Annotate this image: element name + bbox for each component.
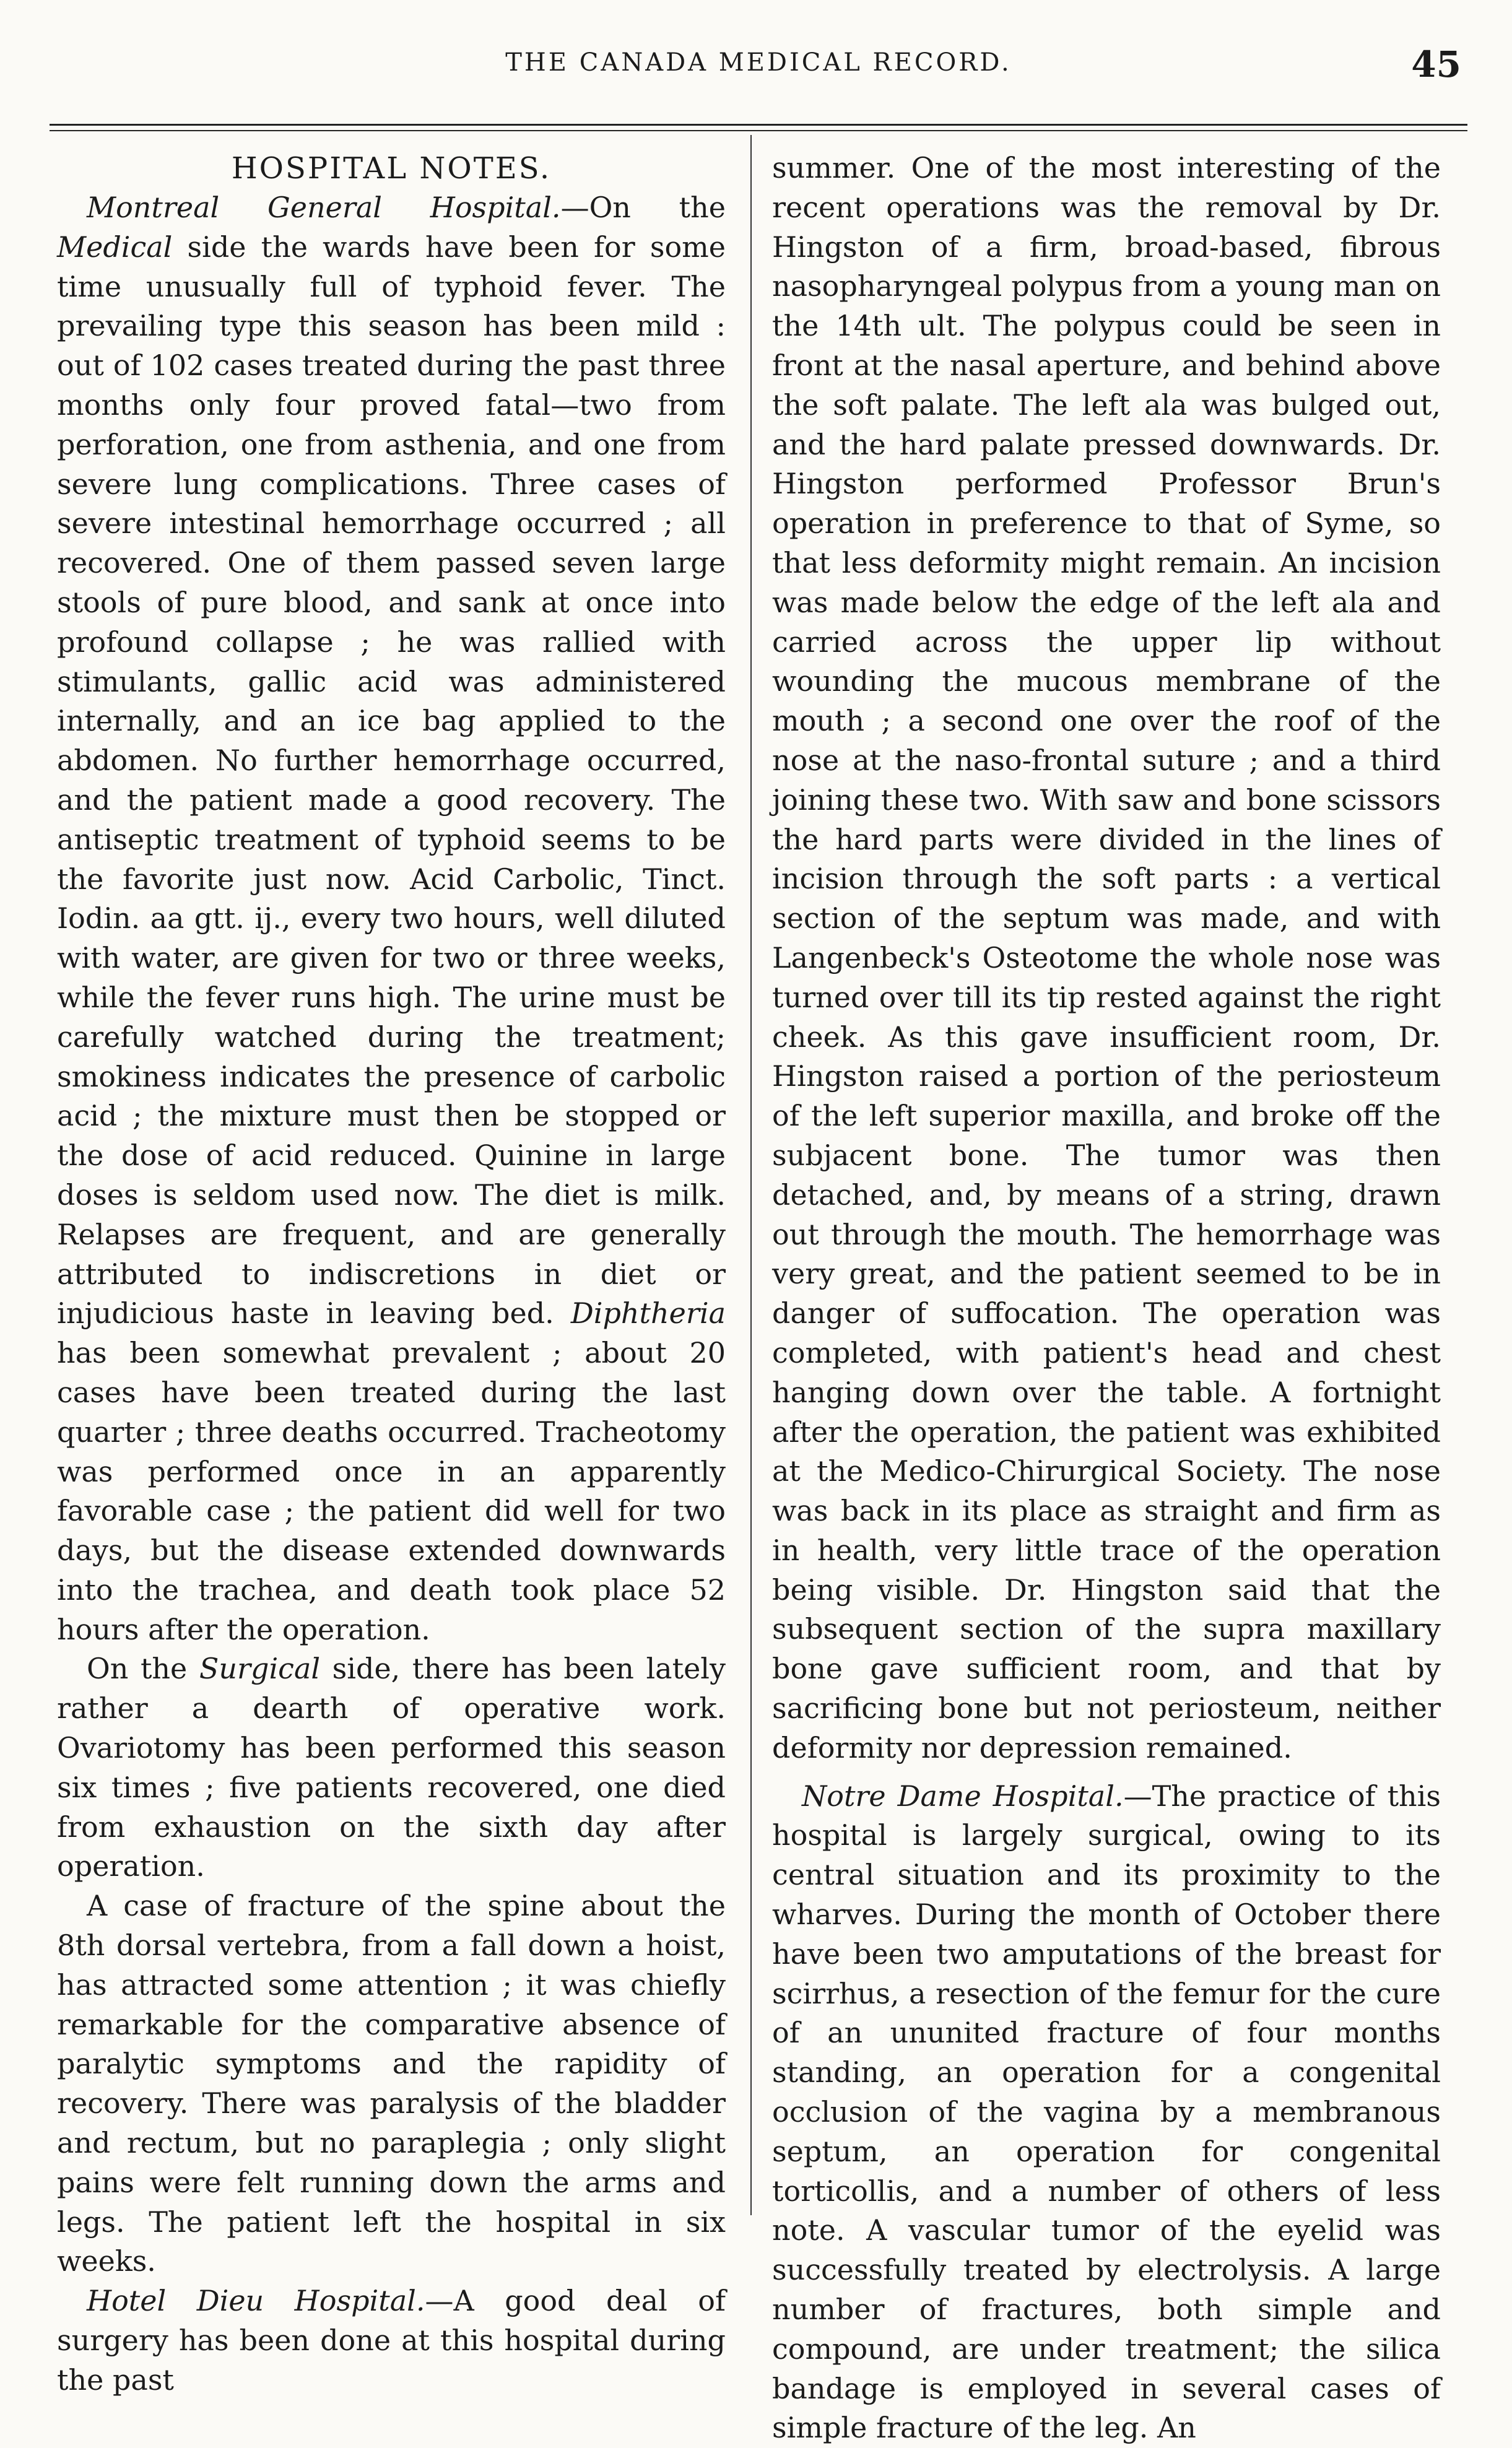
- text-run: side the wards have been for some time unusually full of typhoid fever. The prevailing type this season has been mild : out of 102 cases treated during the past three months only four proved fatal—two from perforation, one from asthenia, and one from severe lung complications. Three cases of severe intestinal hemorrhage occurred ; all recovered. One of them passed seven large stools of pure blood, and sank at once into profound collapse ; he was rallied with stimulants, gallic acid was administered internally, and an ice bag applied to the abdomen. No further hemorrhage occurred, and the patient made a good recovery. The antiseptic treatment of typhoid seems to be the favorite just now. Acid Carbolic, Tinct. Iodin. aa gtt. ij., every two hours, well diluted with water, are given for two or three weeks, while the fever runs high. The urine must be carefully watched during the treatment; smokiness indicates the presence of carbolic acid ; the mixture must then be stopped or the dose of acid reduced. Quinine in large doses is seldom used now. The diet is milk. Relapses are frequent, and are generally attributed to indiscretions in diet or injudicious haste in leaving bed.: [57, 230, 726, 1330]
- text-run: —On the: [560, 191, 726, 224]
- header-rule-thick: [50, 124, 1467, 126]
- emphasis-surgical: Surgical: [199, 1652, 321, 1686]
- text-run: —A good deal of surgery has been done at this hospital during the past: [57, 2284, 726, 2397]
- column-divider: [750, 135, 752, 2215]
- running-header: [50, 43, 1467, 93]
- left-column: [57, 149, 726, 2397]
- paragraph-notre-dame: [772, 1777, 1441, 2448]
- paragraph-surgical-side: [57, 1649, 726, 1886]
- text-run: has been somewhat prevalent ; about 20 cases have been treated during the last quarter ; three deaths occurred. Tracheotomy was performed once in an apparently favorable case ; the patient did well for two days, but the disease extended downwards into the trachea, and death took place 52 hours after the operation.: [57, 1336, 726, 1646]
- emphasis-medical: Medical: [57, 230, 173, 264]
- paragraph-hingston-operation: summer. One of the most interesting of the recent operations was the removal by Dr. Hingston of a firm, broad-based, fibrous nasopharyngeal polypus from a young man on the 14th ult. The polypus could be seen in front at the nasal aperture, and behind above the soft palate. The left ala was bulged out, and the hard palate pressed downwards. Dr. Hingston performed Professor Brun's operation in preference to that of Syme, so that less deformity might remain. An incision was made below the edge of the left ala and carried across the upper lip without wounding the mucous membrane of the mouth ; a second one over the roof of the nose at the naso-frontal suture ; and a third joining these two. With saw and bone scissors the hard parts were divided in the lines of incision through the soft parts : a vertical section of the septum was made, and with Langenbeck's Osteotome the whole nose was turned over till its tip rested against the right cheek. As this gave insufficient room, Dr. Hingston raised a portion of the periosteum of the left superior maxilla, and broke off the subjacent bone. The tumor was then detached, and, by means of a string, drawn out through the mouth. The hemorrhage was very great, and the patient seemed to be in danger of suffocation. The operation was completed, with patient's head and chest hanging down over the table. A fortnight after the operation, the patient was exhibited at the Medico-Chirurgical Society. The nose was back in its place as straight and firm as in health, very little trace of the operation being visible. Dr. Hingston said that the subsequent section of the supra maxillary bone gave sufficient room, and that by sacrificing bone but not periosteum, neither deformity nor depression remained.: [772, 151, 1441, 1764]
- journal-title: THE CANADA MEDICAL RECORD.: [505, 48, 1012, 77]
- text-run: —The practice of this hospital is largely surgical, owing to its central situation and its proximity to the wharves. During the month of October there have been two amputations of the breast for scirrhus, a resection of the femur for the cure of an ununited fracture of four months standing, an operation for a congenital occlusion of the vagina by a membranous septum, an operation for congenital torticollis, and a number of others of less note. A vascular tumor of the eyelid was successfully treated by electrolysis. A large number of fractures, both simple and compound, are under treatment; the silica bandage is employed in several cases of simple fracture of the leg. An: [772, 1779, 1441, 2445]
- page-number: 45: [1411, 43, 1461, 85]
- right-column: [772, 149, 1441, 2445]
- section-title: HOSPITAL NOTES.: [231, 151, 552, 186]
- hospital-name-notre-dame: Notre Dame Hospital.: [802, 1779, 1124, 1813]
- paragraph-montreal-general-medical: [57, 188, 726, 1649]
- text-run: side, there has been lately rather a dearth of operative work. Ovariotomy has been performed this season six times ; five patients recovered, one died from exhaustion on the sixth day after operation.: [57, 1652, 726, 1883]
- hospital-name-hotel-dieu: Hotel Dieu Hospital.: [87, 2284, 425, 2318]
- header-rule-thin: [50, 130, 1467, 131]
- text-run: On the: [87, 1652, 199, 1686]
- paragraph-hotel-dieu: [57, 2281, 726, 2400]
- hospital-name-montreal-general: Montreal General Hospital.: [87, 191, 561, 224]
- emphasis-diphtheria: Diphtheria: [570, 1296, 726, 1330]
- paragraph-spine-fracture: A case of fracture of the spine about the 8th dorsal vertebra, from a fall down a hoist, has attracted some attention ; it was chiefly remarkable for the comparative absence of paralytic symptoms and the rapidity of recovery. There was paralysis of the bladder and rectum, but no paraplegia ; only slight pains were felt running down the arms and legs. The patient left the hospital in six weeks.: [57, 1889, 726, 2278]
